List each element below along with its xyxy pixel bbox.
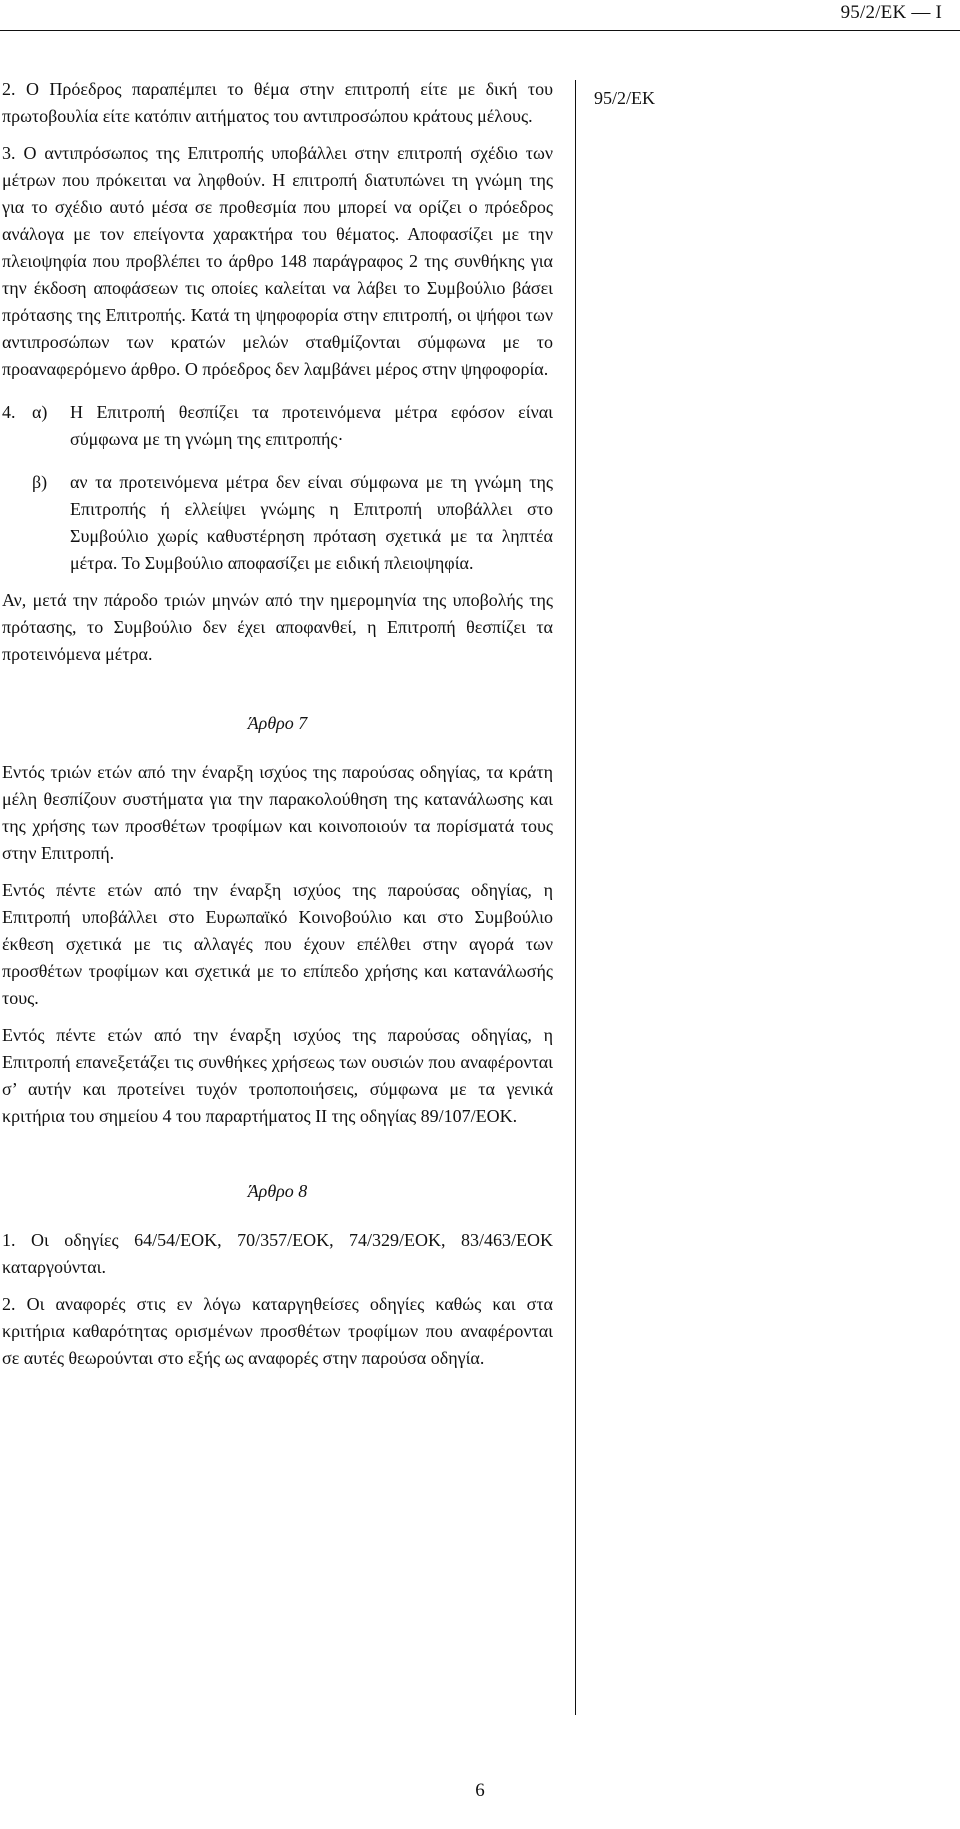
article-7-paragraph-2: Εντός πέντε ετών από την έναρξη ισχύος της παρούσας οδηγίας, η Επιτροπή υποβάλλει στο Ευρωπαϊκό Κοινοβούλιο και στο Συμβούλιο έκθεση σχετικά με τις αλλαγές που έχουν επέλθει στην αγορά των προσθέτων τροφίμων και σχετικά με το επίπεδο χρήσης και κατανάλωσής τους. bbox=[2, 880, 553, 1008]
paragraph-4-number: 4. bbox=[2, 402, 16, 422]
article-7-paragraph-3: Εντός πέντε ετών από την έναρξη ισχύος της παρούσας οδηγίας, η Επιτροπή επανεξετάζει τις συνθήκες χρήσεως των ουσιών που αναφέρονται σ’ αυτήν και προτείνει τυχόν τροποποιήσεις, σύμφωνα με τα γενικά κριτήρια του σημείου 4 του παραρτήματος ΙΙ της οδηγίας 89/107/ΕΟΚ. bbox=[2, 1025, 553, 1126]
header-divider bbox=[0, 30, 960, 31]
item-a-text: Η Επιτροπή θεσπίζει τα προτεινόμενα μέτρα εφόσον είναι σύμφωνα με τη γνώμη της επιτροπής· bbox=[70, 402, 553, 449]
margin-reference: 95/2/ΕΚ bbox=[594, 88, 655, 108]
item-b-text: αν τα προτεινόμενα μέτρα δεν είναι σύμφωνα με τη γνώμη της Επιτροπής ή ελλείψει γνώμης η Επιτροπή υποβάλλει στο Συμβούλιο χωρίς καθυστέρηση πρόταση σχετικά με τα ληπτέα μέτρα. Το Συμβούλιο αποφασίζει με ειδική πλειοψηφία. bbox=[70, 472, 553, 573]
column-divider bbox=[575, 80, 576, 1715]
paragraph-4a bbox=[2, 399, 553, 453]
paragraph-4b bbox=[32, 469, 553, 577]
item-b-letter: β) bbox=[32, 472, 48, 492]
item-a-letter: α) bbox=[32, 402, 48, 422]
paragraph-3: 3. Ο αντιπρόσωπος της Επιτροπής υποβάλλει στην επιτροπή σχέδιο των μέτρων που πρόκειται να ληφθούν. Η επιτροπή διατυπώνει τη γνώμη της για το σχέδιο αυτό μέσα σε προθεσμία που μπορεί να ορίζει ο πρόεδρος ανάλογα με τον επείγοντα χαρακτήρα του θέματος. Αποφασίζει με την πλειοψηφία που προβλέπει το άρθρο 148 παράγραφος 2 της συνθήκης για την έκδοση αποφάσεων τις οποίες καλείται να λάβει το Συμβούλιο βάσει πρότασης της Επιτροπής. Κατά τη ψηφοφορία στην επιτροπή, οι ψήφοι των αντιπροσώπων των κρατών μελών σταθμίζονται σύμφωνα με το προαναφερόμενο άρθρο. Ο πρόεδρος δεν λαμβάνει μέρος στην ψηφοφορία. bbox=[2, 143, 553, 379]
article-7-title: Άρθρο 7 bbox=[247, 713, 308, 733]
header-reference: 95/2/ΕΚ — Ι bbox=[840, 2, 942, 23]
paragraph-5: Αν, μετά την πάροδο τριών μηνών από την ημερομηνία της υποβολής της πρότασης, το Συμβούλιο δεν έχει αποφανθεί, η Επιτροπή θεσπίζει τα προτεινόμενα μέτρα. bbox=[2, 590, 553, 664]
page-number: 6 bbox=[475, 1780, 485, 1801]
article-8-title: Άρθρο 8 bbox=[247, 1181, 308, 1201]
main-text-column bbox=[2, 76, 553, 1372]
paragraph-2: 2. Ο Πρόεδρος παραπέμπει το θέμα στην επιτροπή είτε με δική του πρωτοβουλία είτε κατόπιν αιτήματος του αντιπροσώπου κράτους μέλους. bbox=[2, 79, 553, 126]
article-7-paragraph-1: Εντός τριών ετών από την έναρξη ισχύος της παρούσας οδηγίας, τα κράτη μέλη θεσπίζουν συστήματα για την παρακολούθηση της κατανάλωσης και της χρήσης των προσθέτων τροφίμων και κοινοποιούν τα πορίσματά τους στην Επιτροπή. bbox=[2, 762, 553, 863]
article-8-paragraph-1: 1. Οι οδηγίες 64/54/ΕΟΚ, 70/357/ΕΟΚ, 74/329/ΕΟΚ, 83/463/ΕΟΚ καταργούνται. bbox=[2, 1230, 553, 1277]
article-8-paragraph-2: 2. Οι αναφορές στις εν λόγω καταργηθείσες οδηγίες καθώς και στα κριτήρια καθαρότητας ορισμένων προσθέτων τροφίμων που αναφέρονται σε αυτές θεωρούνται στο εξής ως αναφορές στην παρούσα οδηγία. bbox=[2, 1294, 553, 1368]
